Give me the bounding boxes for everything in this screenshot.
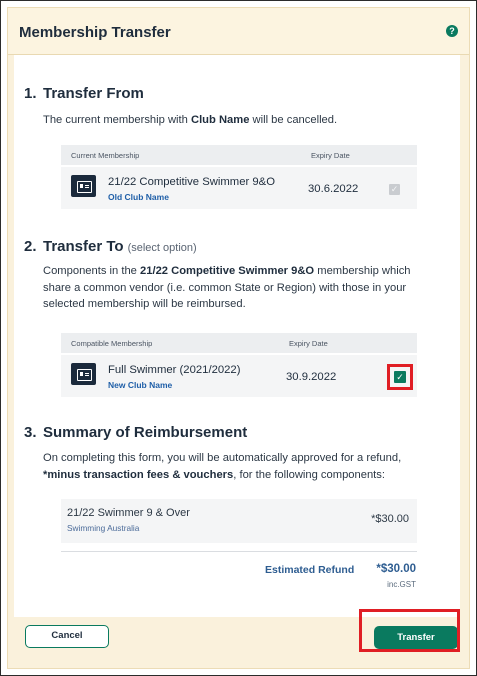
column-header-membership: Compatible Membership <box>71 339 153 348</box>
membership-card-icon <box>71 363 96 385</box>
transfer-from-description: The current membership with Club Name will be cancelled. <box>43 114 338 126</box>
gst-note: inc.GST <box>387 580 416 589</box>
membership-card-icon <box>71 175 96 197</box>
section-summary-title <box>24 424 247 441</box>
section-number: 2. <box>24 238 37 255</box>
column-header-membership: Current Membership <box>71 151 140 160</box>
current-membership-checkbox: ✓ <box>390 184 399 194</box>
section-hint: (select option) <box>127 242 197 254</box>
modal-header <box>8 8 469 55</box>
component-organisation: Swimming Australia <box>67 523 140 533</box>
compatible-membership-table-header <box>61 333 417 353</box>
membership-transfer-modal <box>7 7 470 669</box>
section-transfer-to-title <box>24 238 197 255</box>
transfer-button[interactable]: Transfer <box>374 626 458 649</box>
compatible-membership-checkbox[interactable]: ✓ <box>394 371 406 383</box>
column-header-expiry: Expiry Date <box>311 151 350 160</box>
modal-title: Membership Transfer <box>19 24 171 41</box>
membership-name: 21/22 Competitive Swimmer 9&O <box>108 176 276 188</box>
reimbursement-item <box>61 499 417 543</box>
section-title-text: Summary of Reimbursement <box>43 424 248 441</box>
checkbox-highlight-box <box>387 364 413 390</box>
cancel-button[interactable]: Cancel <box>25 625 109 648</box>
estimated-refund-amount: *$30.00 <box>376 563 416 575</box>
section-number: 1. <box>24 85 37 102</box>
summary-description: On completing this form, you will be automatically approved for a refund, *minus transaction fees & vouchers, for the following components: <box>43 452 402 481</box>
section-title-text: Transfer From <box>43 85 144 102</box>
modal-content <box>14 55 460 617</box>
estimated-refund-label: Estimated Refund <box>265 564 355 576</box>
current-membership-table-header <box>61 145 417 165</box>
club-name-link[interactable]: Old Club Name <box>108 192 169 202</box>
column-header-expiry: Expiry Date <box>289 339 328 348</box>
membership-name: Full Swimmer (2021/2022) <box>108 364 241 376</box>
expiry-date: 30.9.2022 <box>286 371 337 383</box>
compatible-membership-row[interactable] <box>61 355 417 397</box>
current-membership-row <box>61 167 417 209</box>
transfer-button-highlight-box <box>359 609 460 652</box>
help-icon[interactable]: ? <box>446 25 458 37</box>
expiry-date: 30.6.2022 <box>308 183 359 195</box>
section-title-text: Transfer To <box>43 238 124 255</box>
club-name-link[interactable]: New Club Name <box>108 380 173 390</box>
component-amount: *$30.00 <box>371 513 409 525</box>
summary-divider <box>61 551 417 552</box>
transfer-to-description: Components in the 21/22 Competitive Swimmer 9&O membership which share a common vendor (i.e. common State or Region) with those in your selected membership will be reimbursed. <box>43 265 411 310</box>
component-name: 21/22 Swimmer 9 & Over <box>67 507 190 519</box>
section-number: 3. <box>24 424 37 441</box>
section-transfer-from-title <box>24 85 144 102</box>
